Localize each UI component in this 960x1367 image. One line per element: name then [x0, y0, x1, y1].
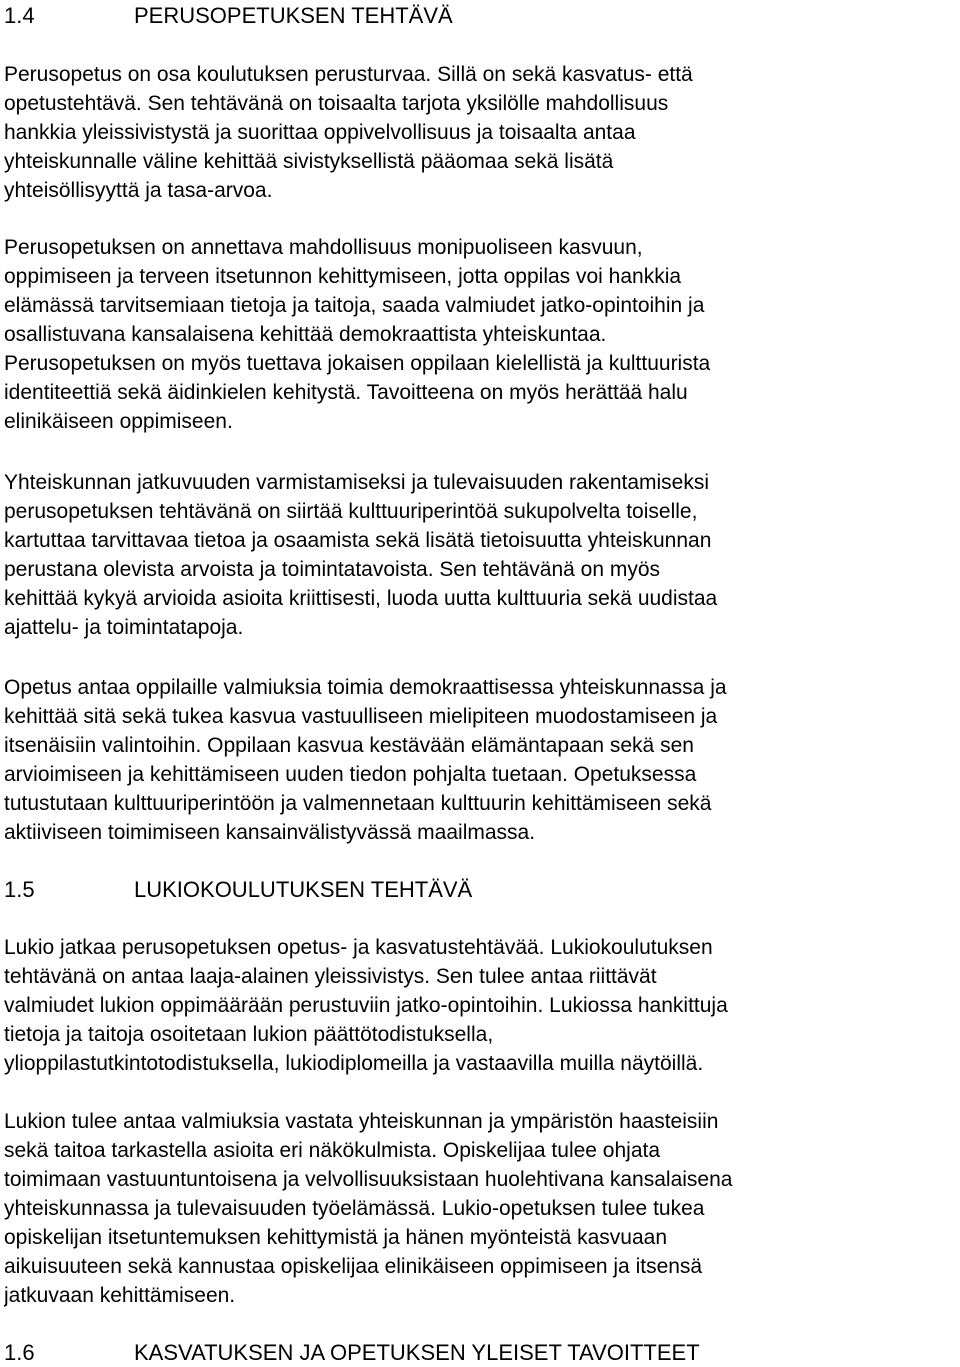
text-line: Perusopetuksen on myös tuettava jokaisen oppilaan kielellistä ja kulttuurista — [4, 352, 711, 375]
paragraph — [4, 673, 956, 847]
text-line: aktiiviseen toimimiseen kansainvälistyvässä maailmassa. — [4, 821, 536, 844]
text-line: osallistuvana kansalaisena kehittää demokraattista yhteiskuntaa. — [4, 323, 607, 346]
paragraph — [4, 933, 956, 1078]
text-line: toimimaan vastuuntuntoisena ja velvollisuuksistaan huolehtivana kansalaisena — [4, 1168, 733, 1191]
section-title: LUKIOKOULUTUKSEN TEHTÄVÄ — [134, 877, 473, 902]
text-line: Perusopetuksen on annettava mahdollisuus monipuoliseen kasvuun, — [4, 236, 643, 259]
section-heading-1-5 — [4, 877, 472, 903]
text-line: elinikäiseen oppimiseen. — [4, 410, 233, 433]
paragraph — [4, 468, 956, 642]
text-line: identiteettiä sekä äidinkielen kehitystä. Tavoitteena on myös herättää halu — [4, 381, 688, 404]
section-heading-1-4 — [4, 3, 453, 29]
text-line: opetustehtävä. Sen tehtävänä on toisaalta tarjota yksilölle mahdollisuus — [4, 92, 669, 115]
text-line: opiskelijan itsetuntemuksen kehittymistä ja hänen myönteistä kasvuaan — [4, 1226, 668, 1249]
text-line: jatkuvaan kehittämiseen. — [4, 1284, 236, 1307]
section-title: PERUSOPETUKSEN TEHTÄVÄ — [134, 3, 453, 28]
text-line: ylioppilastutkintotodistuksella, lukiodiplomeilla ja vastaavilla muilla näytöillä. — [4, 1052, 704, 1075]
section-title: KASVATUKSEN JA OPETUKSEN YLEISET TAVOITTEET — [134, 1340, 700, 1365]
section-number: 1.6 — [4, 1340, 35, 1365]
text-line: sekä taitoa tarkastella asioita eri näkökulmista. Opiskelijaa tulee ohjata — [4, 1139, 661, 1162]
text-line: hankkia yleissivistystä ja suorittaa oppivelvollisuus ja toisaalta antaa — [4, 121, 636, 144]
text-line: valmiudet lukion oppimäärään perustuviin jatko-opintoihin. Lukiossa hankittuja — [4, 994, 728, 1017]
text-line: elämässä tarvitsemiaan tietoja ja taitoja, saada valmiudet jatko-opintoihin ja — [4, 294, 705, 317]
text-line: aikuisuuteen sekä kannustaa opiskelijaa elinikäiseen oppimiseen ja itsensä — [4, 1255, 703, 1278]
text-line: itsenäisiin valintoihin. Oppilaan kasvua kestävään elämäntapaan sekä sen — [4, 734, 694, 757]
paragraph — [4, 60, 956, 205]
text-line: yhteiskunnassa ja tulevaisuuden työelämässä. Lukio-opetuksen tulee tukea — [4, 1197, 705, 1220]
section-number: 1.4 — [4, 3, 35, 28]
text-line: oppimiseen ja terveen itsetunnon kehittymiseen, jotta oppilas voi hankkia — [4, 265, 682, 288]
text-line: ajattelu- ja toimintatapoja. — [4, 616, 244, 639]
paragraph — [4, 233, 956, 436]
section-heading-1-6 — [4, 1340, 700, 1366]
text-line: Yhteiskunnan jatkuvuuden varmistamiseksi ja tulevaisuuden rakentamiseksi — [4, 471, 710, 494]
text-line: yhteisöllisyyttä ja tasa-arvoa. — [4, 179, 273, 202]
text-line: kehittää kykyä arvioida asioita kriittisesti, luoda uutta kulttuuria sekä uudistaa — [4, 587, 718, 610]
text-line: Lukio jatkaa perusopetuksen opetus- ja kasvatustehtävää. Lukiokoulutuksen — [4, 936, 713, 959]
text-line: tietoja ja taitoja osoitetaan lukion päättötodistuksella, — [4, 1023, 494, 1046]
section-number: 1.5 — [4, 877, 35, 902]
paragraph — [4, 1107, 956, 1310]
text-line: kehittää sitä sekä tukea kasvua vastuulliseen mielipiteen muodostamiseen ja — [4, 705, 718, 728]
text-line: Perusopetus on osa koulutuksen perusturvaa. Sillä on sekä kasvatus- että — [4, 63, 693, 86]
text-line: Lukion tulee antaa valmiuksia vastata yhteiskunnan ja ympäristön haasteisiin — [4, 1110, 719, 1133]
text-line: kartuttaa tarvittavaa tietoa ja osaamista sekä lisätä tietoisuutta yhteiskunnan — [4, 529, 712, 552]
text-line: yhteiskunnalle väline kehittää sivistyksellistä pääomaa sekä lisätä — [4, 150, 614, 173]
text-line: Opetus antaa oppilaille valmiuksia toimia demokraattisessa yhteiskunnassa ja — [4, 676, 727, 699]
text-line: tehtävänä on antaa laaja-alainen yleissivistys. Sen tulee antaa riittävät — [4, 965, 657, 988]
text-line: perusopetuksen tehtävänä on siirtää kulttuuriperintöä sukupolvelta toiselle, — [4, 500, 698, 523]
text-line: perustana olevista arvoista ja toimintatavoista. Sen tehtävänä on myös — [4, 558, 661, 581]
text-line: arvioimiseen ja kehittämiseen uuden tiedon pohjalta tuetaan. Opetuksessa — [4, 763, 697, 786]
text-line: tutustutaan kulttuuriperintöön ja valmennetaan kulttuurin kehittämiseen sekä — [4, 792, 712, 815]
